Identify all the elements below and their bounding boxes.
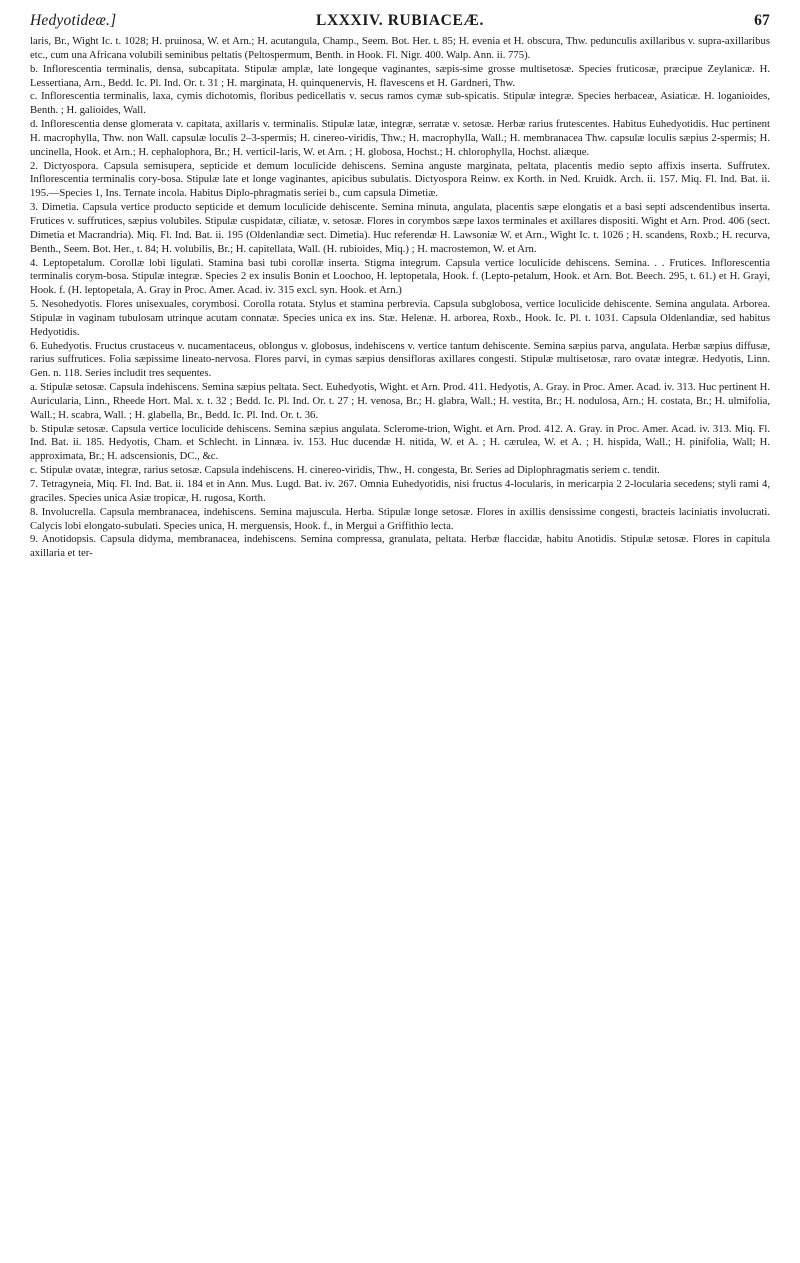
paragraph-2-dictyospora: 2. Dictyospora. Capsula semisupera, septicide et demum loculicide dehiscens. Semina anguste marginata, peltata, placentis medio septo affixis inserta. Suffrutex. Inflorescentia terminalis cory-bosa. Stipulæ late et longe vaginantes, apicibus subulatis. Dictyospora Reinw. ex Korth. in Ned. Kruidk. Arch. ii. 157. Miq. Fl. Ind. Bat. ii. 195.—Species 1, Ins. Ternate incola. Habitus Diplo-phragmatis seriei b., cum capsula Dimetiæ.: [30, 159, 770, 200]
header-section-title: Hedyotideæ.]: [30, 12, 117, 29]
paragraph-6c: c. Stipulæ ovatæ, integræ, rarius setosæ. Capsula indehiscens. H. cinereo-viridis, Thw., H. congesta, Br. Series ad Diplophragmatis seriem c. tendit.: [30, 464, 660, 477]
paragraph-6b: b. Stipulæ setosæ. Capsula vertice loculicide dehiscens. Semina sæpius angulata. Sclerome-trion, Wight. et Arn. Prod. 412. A. Gray. in Proc. Amer. Acad. iv. 313. Miq. Fl. Ind. Bat. ii. 185. Hedyotis, Cham. et Schlecht. in Linnæa. iv. 153. Huc ducendæ H. nitida, W. et A. ; H. cærulea, W. et A. ; H. hispida, Wall.; H. pinifolia, Wall; H. approximata, Br.; H. adscensionis, DC., &c.: [30, 422, 770, 463]
paragraph-8-involucrella: 8. Involucrella. Capsula membranacea, indehiscens. Semina majuscula. Herba. Stipulæ longe setosæ. Flores in axillis densissime congesti, bracteis laciniatis involucrati. Calycis lobi elongato-subulati. Species unica, H. merguensis, Hook. f., in Mergui a Griffithio lecta.: [30, 505, 770, 532]
paragraph-5-nesohedyotis: 5. Nesohedyotis. Flores unisexuales, corymbosi. Corolla rotata. Stylus et stamina perbrevia. Capsula subglobosa, vertice loculicide dehiscente. Semina angulata. Arborea. Stipulæ in vaginam tubulosam utrinque acutam connatæ. Species unica ex ins. Stæ. Helenæ. H. arborea, Roxb., Hook. Ic. Pl. t. 1031. Capsula Oldenlandiæ, sed habitus Hedyotidis.: [30, 298, 770, 338]
body-text: [30, 35, 770, 561]
paragraph-7-tetragyneia: 7. Tetragyneia, Miq. Fl. Ind. Bat. ii. 184 et in Ann. Mus. Lugd. Bat. iv. 267. Omnia Euhedyotidis, nisi fructus 4-locularis, in mericarpia 2 2-locularia secedens; styli rami 4, graciles. Species unica Asiæ tropicæ, H. rugosa, Korth.: [30, 478, 770, 504]
paragraph-6-euhedyotis: 6. Euhedyotis. Fructus crustaceus v. nucamentaceus, oblongus v. globosus, indehiscens v. vertice tantum dehiscente. Semina sæpius parva, angulata. Herbæ sæpius diffusæ, rarius suffrutices. Folia sæpissime lineato-nervosa. Flores parvi, in cymas sæpius densifloras axillares congesti. Stipulæ multisetosæ, raro ovatæ integræ. Hedyotis, Linn. Gen. n. 118. Series includit tres sequentes.: [30, 339, 770, 380]
paragraph-6a: a. Stipulæ setosæ. Capsula indehiscens. Semina sæpius peltata. Sect. Euhedyotis, Wight. et Arn. Prod. 411. Hedyotis, A. Gray. in Proc. Amer. Acad. iv. 313. Huc pertinent H. Auricularia, Linn., Rheede Hort. Mal. x. t. 32 ; Bedd. Ic. Pl. Ind. Or. t. 27 ; H. venosa, Br.; H. glabra, Wall.; H. vestita, Br.; H. nodulosa, Arn.; H. costata, Br.; H. ulmifolia, Wall.; H. scabra, Wall. ; H. glabella, Br., Bedd. Ic. Pl. Ind. Or. t. 36.: [30, 381, 770, 421]
paragraph-9-anotidopsis: 9. Anotidopsis. Capsula didyma, membranacea, indehiscens. Semina compressa, granulata, peltata. Herbæ flaccidæ, habitu Anotidis. Stipulæ setosæ. Flores in capitula axillaria et ter-: [30, 533, 770, 560]
paragraph-3-dimetia: 3. Dimetia. Capsula vertice producto septicide et demum loculicide dehiscente. Semina minuta, angulata, placentis sæpe elongatis et a basi septi adscendentibus inserta. Frutices v. suffrutices, sæpius volubiles. Stipulæ cuspidatæ, ciliatæ, v. setosæ. Flores in corymbos sæpe laxos terminales et axillares dispositi. Wight et Arn. Prod. 406 (sect. Dimetia et Macrandria). Miq. Fl. Ind. Bat. ii. 195 (Oldenlandiæ sect. Dimetia). Huc referendæ H. Lawsoniæ W. et Arn., Wight Ic. t. 1026 ; H. scandens, Roxb.; H. recurva, Benth., Seem. Bot. Her., t. 84; H. volubilis, Br.; H. capitellata, Wall. (H. rubioides, Miq.) ; H. macrostemon, W. et Arn.: [30, 201, 770, 255]
paragraph-4-leptopetalum: 4. Leptopetalum. Corollæ lobi ligulati. Stamina basi tubi corollæ inserta. Stigma integrum. Capsula vertice loculicide dehiscens. Semina. . . Frutices. Inflorescentia terminalis corym-bosa. Stipulæ integræ. Species 2 ex insulis Bonin et Loochoo, H. leptopetala, Hook. f. (Lepto-petalum, Hook. et Arn. Bot. Beech. 295, t. 61.) et H. Grayi, Hook. f. (H. leptopetala, A. Gray in Proc. Amer. Acad. iv. 315 excl. syn. Hook. et Arn.): [30, 256, 770, 297]
page-number: 67: [754, 12, 770, 29]
paragraph-continuation-laris: laris, Br., Wight Ic. t. 1028; H. pruinosa, W. et Arn.; H. acutangula, Champ., Seem. Bot. Her. t. 85; H. evenia et H. obscura, Thw. pedunculis axillaribus v. supra-axillaribus etc., cum una Africana volubili seminibus peltatis (Peltospermum, Benth. in Hook. Fl. Nigr. 400. Walp. Ann. ii. 775).: [30, 35, 770, 61]
paragraph-series-d: d. Inflorescentia dense glomerata v. capitata, axillaris v. terminalis. Stipulæ latæ, integræ, serratæ v. setosæ. Herbæ rarius frutescentes. Habitus Euhedyotidis. Huc pertinent H. macrophylla, Thw. non Wall. capsulæ loculis 2–3-spermis; H. cinereo-viridis, Thw.; H. macrophylla, Wall.; H. membranacea Thw. capsulæ loculis sæpius 2-spermis; H. uncinella, Hook. et Arn.; H. cephalophora, Br.; H. verticil-laris, W. et Arn. ; H. globosa, Hochst.; H. chlorophylla, Hochst. aliæque.: [30, 118, 770, 158]
paragraph-series-c: c. Inflorescentia terminalis, laxa, cymis dichotomis, floribus pedicellatis v. secus ramos cymæ sub-spicatis. Stipulæ integræ. Species herbaceæ, Asiaticæ. H. loganioides, Benth. ; H. galioides, Wall.: [30, 90, 770, 117]
running-header: [30, 6, 770, 34]
header-family-title: LXXXIV. RUBIACEÆ.: [316, 12, 484, 29]
paragraph-series-b: b. Inflorescentia terminalis, densa, subcapitata. Stipulæ amplæ, late longeque vaginantes, sæpis-sime grosse multisetosæ. Species fruticosæ, præcipue Zeylanicæ. H. Lessertiana, Arn., Bedd. Ic. Pl. Ind. Or. t. 31 ; H. marginata, H. quinquenervis, H. flavescens et H. Gardneri, Thw.: [30, 62, 770, 89]
